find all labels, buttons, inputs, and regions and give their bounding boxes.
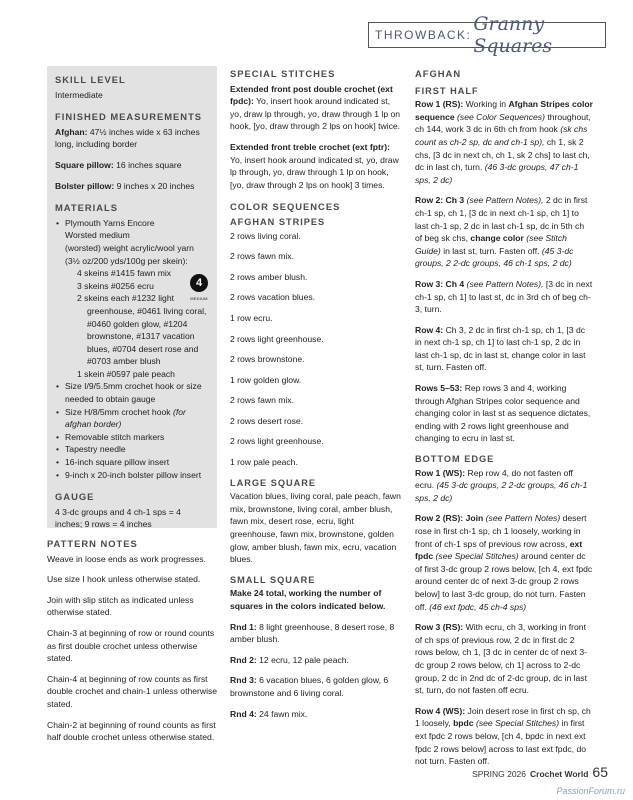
- row-2: Row 2: Ch 3 (see Pattern Notes), 2 dc in first ch-1 sp, ch 1, [3 dc in next ch-1 sp, ch 1] to last ch-1 sp, 2 dc in last ch-1 sp, dc in 5th ch of beg sk chs, change color (see Stitch Guide) in last st, turn. Fasten off. (45 3-dc groups, 2 2-dc groups, 46 ch-1 sps, 2 dc): [415, 195, 588, 269]
- info-sidebar: [47, 66, 217, 528]
- stripe: 2 rows desert rose.: [230, 415, 304, 426]
- color-sequences-heading: COLOR SEQUENCES: [230, 201, 341, 213]
- large-square-text: Vacation blues, living coral, pale peach, fawn mix, brownstone, living coral, amber blush, fawn mix, desert rose, ecru, light greenhouse, fawn mix, brownstone, golden glow, amber blush, fawn mix, ecru, vacation blues.: [230, 491, 401, 565]
- materials-heading: MATERIALS: [55, 202, 118, 214]
- middle-column: [230, 58, 402, 728]
- special-stitches-heading: SPECIAL STITCHES: [230, 68, 336, 79]
- season: SPRING 2026: [472, 769, 527, 779]
- rnd: Rnd 4: 24 fawn mix.: [230, 708, 308, 719]
- note: Use size I hook unless otherwise stated.: [47, 574, 201, 585]
- stripe: 2 rows living coral.: [230, 230, 301, 241]
- gauge-heading: GAUGE: [55, 491, 95, 503]
- gauge-text: 4 3-dc groups and 4 ch-1 sps = 4 inches; 9 rows = 4 inches: [55, 506, 181, 530]
- note: Weave in loose ends as work progresses.: [47, 553, 206, 564]
- section-header: [368, 13, 606, 57]
- note: Chain-4 at beginning of row counts as first double crochet and chain-1 unless otherwise stated.: [47, 673, 218, 709]
- measurements-heading: FINISHED MEASUREMENTS: [55, 111, 203, 123]
- yarn-weight-badge-icon: 4 MEDIUM: [189, 274, 209, 300]
- rnd: Rnd 1: 8 light greenhouse, 8 desert rose, 8 amber blush.: [230, 621, 395, 645]
- note: Chain-3 at beginning of row or round counts as first double crochet unless otherwise stated.: [47, 627, 215, 664]
- page-footer: [472, 764, 608, 780]
- stripe: 1 row pale peach.: [230, 457, 298, 468]
- material-item: • 9-inch x 20-inch bolster pillow insert: [65, 469, 209, 482]
- material-item: • Tapestry needle: [65, 443, 209, 456]
- note: Join with slip stitch as indicated unless otherwise stated.: [47, 594, 194, 618]
- bottom-row-3: Row 3 (RS): With ecru, ch 3, working in front of ch sps of previous row, 2 dc in first dc 2 rows below, ch 1, [3 dc in center dc of next 3-dc group 2 rows below, ch 1] across to 2-dc group, 2 dc in 2nd dc of 2-dc group, dc in last st, turn, do not fasten off ecru.: [415, 622, 587, 696]
- bottom-row-1: Row 1 (WS): Rep row 4, do not fasten off ecru. (45 3-dc groups, 2 2-dc groups, 46 ch-1 sps, 2 dc): [415, 467, 588, 503]
- magazine-name: Crochet World: [530, 769, 589, 779]
- afghan-stripes-heading: AFGHAN STRIPES: [230, 216, 326, 227]
- row-1: Row 1 (RS): Working in Afghan Stripes color sequence (see Color Sequences) throughout, ch 144, work 3 dc in 6th ch from hook (sk chs count as ch-2 sp, dc and ch-1 sp), ch 1, sk 2 chs, [3 dc in next ch, ch 1, sk 2 chs] to last ch, dc in last ch, turn. (46 3-dc groups, 47 ch-1 sps, 2 dc): [415, 99, 593, 185]
- bottom-edge-heading: BOTTOM EDGE: [415, 454, 495, 465]
- yarn-item: • Plymouth Yarns Encore Worsted medium (worsted) weight acrylic/wool yarn (3½ oz/200 yds/100g per skein): 4 skeins #1415 fawn mix 3 skeins #0256 ecru 2 skeins each #1232 light greenhouse, #0461 living coral, #0460 golden glow, #1204 brownstone, #1317 vacation blues, #0704 desert rose and #0703 amber blush 1 skein #0597 pale peach: [65, 217, 209, 381]
- fptr-def: Extended front treble crochet (ext fptr): Yo, insert hook around indicated st, yo, draw lp through, yo, draw through 1 lp on hook, [yo, draw through 2 lps on hook] 3 times.: [230, 141, 399, 190]
- material-item: • 16-inch square pillow insert: [65, 456, 209, 469]
- afghan-heading: AFGHAN: [415, 68, 462, 79]
- square-measure: Square pillow: 16 inches square: [55, 159, 182, 170]
- materials-list: [55, 217, 209, 481]
- row-4: Row 4: Ch 3, 2 dc in first ch-1 sp, ch 1, [3 dc in next ch-1 sp, ch 1] to last ch-1 sp, 2 dc in last ch-1 sp, dc in last st, change color in last st, turn. Fasten off.: [415, 324, 586, 373]
- stripe: 2 rows light greenhouse.: [230, 436, 324, 447]
- fpdc-def: Extended front post double crochet (ext fpdc): Yo, insert hook around indicated st, yo, draw lp through, yo, draw through 1 lp on hook, [yo, draw through 2 lps on hook] twice.: [230, 83, 401, 132]
- stripe: 2 rows fawn mix.: [230, 395, 294, 406]
- pattern-notes: [47, 534, 219, 752]
- rnd: Rnd 3: 6 vacation blues, 6 golden glow, 6 brownstone and 6 living coral.: [230, 675, 389, 698]
- skill-level: Intermediate: [55, 89, 103, 100]
- skill-heading: SKILL LEVEL: [55, 74, 126, 85]
- stripe: 1 row golden glow.: [230, 374, 302, 385]
- stripe: 2 rows amber blush.: [230, 271, 308, 282]
- small-square-intro: Make 24 total, working the number of squares in the colors indicated below.: [230, 588, 386, 611]
- right-column: [415, 58, 593, 776]
- page-number: 65: [592, 764, 608, 780]
- first-half-heading: FIRST HALF: [415, 85, 479, 96]
- bottom-row-4: Row 4 (WS): Join desert rose in first ch sp, ch 1 loosely, bpdc (see Special Stitches) in first ext fpdc 2 rows below, [ch 4, bpdc in next ext fpdc 2 rows below] across to last ext fpdc, do not turn. Fasten off.: [415, 705, 591, 767]
- rnd: Rnd 2: 12 ecru, 12 pale peach.: [230, 654, 349, 665]
- stripe: 2 rows fawn mix.: [230, 251, 294, 262]
- stripe: 2 rows light greenhouse.: [230, 333, 324, 344]
- large-square-heading: LARGE SQUARE: [230, 477, 317, 488]
- material-item: • Size I/9/5.5mm crochet hook or size needed to obtain gauge: [65, 380, 209, 405]
- afghan-measure: Afghan: 47½ inches wide x 63 inches long, including border: [55, 126, 200, 150]
- stripe: 2 rows brownstone.: [230, 354, 305, 365]
- note: Chain-2 at beginning of round counts as first half double crochet unless otherwise stated.: [47, 719, 216, 743]
- material-item: • Size H/8/5mm crochet hook (for afghan border): [65, 406, 209, 431]
- rows-5-53: Rows 5–53: Rep rows 3 and 4, working through Afghan Stripes color sequence and changing color in last st as sequence dictates, ending with 2 rows light greenhouse and changing to ecru in last st.: [415, 383, 591, 444]
- material-item: • Removable stitch markers: [65, 431, 209, 444]
- small-square-heading: SMALL SQUARE: [230, 574, 316, 585]
- bottom-row-2: Row 2 (RS): Join (see Pattern Notes) desert rose in first ch-1 sp, ch 1 loosely, working in front of ch-1 sps of previous row across, ext fpdc (see Special Stitches) around center dc of first 3-dc group 2 rows below, [ch 4, ext fpdc around center dc of next 3-dc group 2 rows below] to last 3-dc group, do not turn. Fasten off. (46 ext fpdc, 45 ch-4 sps): [415, 513, 593, 612]
- stripe: 2 rows vacation blues.: [230, 292, 316, 303]
- notes-heading: PATTERN NOTES: [47, 538, 138, 549]
- row-3: Row 3: Ch 4 (see Pattern Notes), [3 dc in next ch-1 sp, ch 1] to last st, dc in 3rd ch of beg ch-3, turn.: [415, 278, 593, 315]
- granny-squares-title: Granny Squares: [473, 13, 553, 57]
- throwback-label: THROWBACK:: [375, 28, 472, 42]
- bolster-measure: Bolster pillow: 9 inches x 20 inches: [55, 180, 195, 191]
- stripe: 1 row ecru.: [230, 312, 273, 323]
- watermark: PassionForum.ru: [556, 786, 625, 796]
